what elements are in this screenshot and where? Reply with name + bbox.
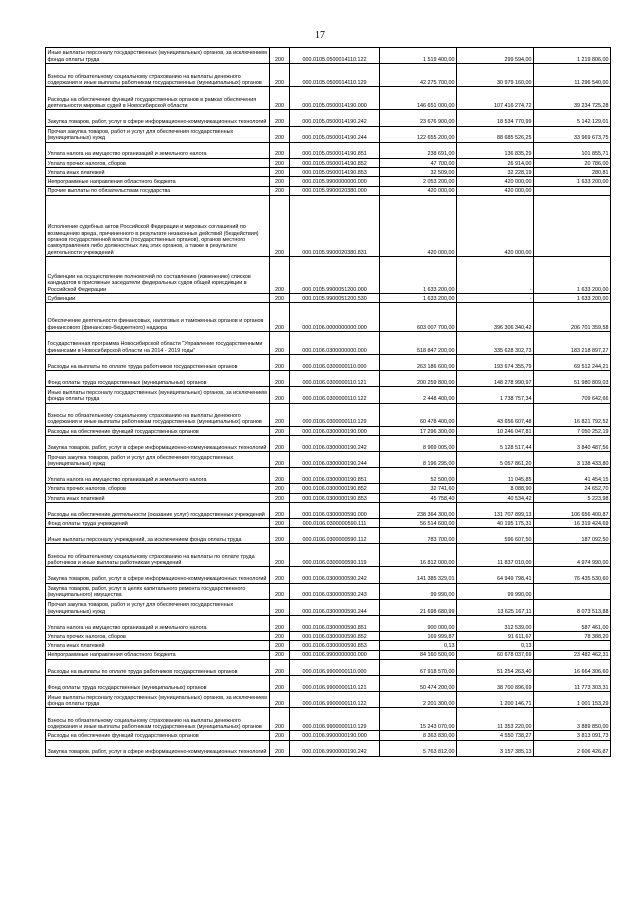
row-line-code-cell: 200 <box>270 142 290 158</box>
row-approved-cell: 21 698 680,99 <box>380 599 457 615</box>
page-number: 17 <box>315 30 325 41</box>
row-approved-cell: 783 700,00 <box>380 528 457 544</box>
row-budget-code-cell: 000.0106.0300000590.119 <box>290 544 380 567</box>
table-row <box>46 387 611 403</box>
row-line-code-cell: 200 <box>270 186 290 195</box>
row-approved-cell: 603 007 700,00 <box>380 303 457 332</box>
table-row <box>46 484 611 493</box>
row-line-code-cell: 200 <box>270 303 290 332</box>
row-unexecuted-cell: 280,81 <box>534 168 611 177</box>
row-approved-cell: 32 509,00 <box>380 168 457 177</box>
table-row <box>46 468 611 484</box>
row-approved-cell: 420 000,00 <box>380 186 457 195</box>
row-budget-code-cell: 000.0105.9900051200.530 <box>290 293 380 302</box>
row-executed-cell: 4 550 738,27 <box>457 731 534 740</box>
table-row <box>46 48 611 64</box>
row-approved-cell: 200 259 800,00 <box>380 371 457 387</box>
table-row <box>46 708 611 731</box>
row-name-cell: Уплата прочих налогов, сборов <box>46 484 270 493</box>
row-unexecuted-cell: 78 388,20 <box>534 632 611 641</box>
row-budget-code-cell: 000.0106.9900000000.000 <box>290 650 380 659</box>
row-budget-code-cell: 000.0106.0300000590.852 <box>290 632 380 641</box>
row-unexecuted-cell: 2 606 426,87 <box>534 740 611 756</box>
row-budget-code-cell: 000.0106.0300000110.121 <box>290 371 380 387</box>
table-row <box>46 303 611 332</box>
row-executed-cell: 335 628 302,73 <box>457 332 534 355</box>
row-budget-code-cell: 000.0106.0300000110.129 <box>290 403 380 426</box>
row-line-code-cell: 200 <box>270 502 290 518</box>
row-line-code-cell: 200 <box>270 675 290 691</box>
row-approved-cell: 900 000,00 <box>380 615 457 631</box>
row-approved-cell: 67 918 570,00 <box>380 659 457 675</box>
table-row <box>46 519 611 528</box>
row-unexecuted-cell <box>534 641 611 650</box>
row-unexecuted-cell: 3 889 850,00 <box>534 708 611 731</box>
row-line-code-cell: 200 <box>270 426 290 435</box>
row-approved-cell: 141 385 329,01 <box>380 567 457 583</box>
row-approved-cell: 0,13 <box>380 641 457 650</box>
row-executed-cell: 1 200 146,71 <box>457 692 534 708</box>
row-executed-cell: 596 607,50 <box>457 528 534 544</box>
table-row <box>46 675 611 691</box>
row-approved-cell: 16 812 000,00 <box>380 544 457 567</box>
row-name-cell: Уплата налога на имущество организаций и земельного налога <box>46 615 270 631</box>
row-budget-code-cell: 000.0105.9900020380.000 <box>290 186 380 195</box>
row-name-cell: Закупка товаров, работ, услуг в сфере информационно-коммуникационных технологий <box>46 435 270 451</box>
row-budget-code-cell: 000.0106.0300000590.244 <box>290 599 380 615</box>
row-unexecuted-cell: 23 482 462,31 <box>534 650 611 659</box>
table-row <box>46 293 611 302</box>
row-line-code-cell: 200 <box>270 731 290 740</box>
row-unexecuted-cell: 20 786,00 <box>534 158 611 167</box>
row-budget-code-cell: 000.0105.0500014190.852 <box>290 158 380 167</box>
row-approved-cell: 5 763 812,00 <box>380 740 457 756</box>
row-executed-cell: - <box>457 293 534 302</box>
row-unexecuted-cell: 11 296 540,00 <box>534 64 611 87</box>
row-budget-code-cell: 000.0106.0300000590.242 <box>290 567 380 583</box>
row-line-code-cell: 200 <box>270 632 290 641</box>
row-budget-code-cell: 000.0105.9900020380.831 <box>290 195 380 256</box>
row-unexecuted-cell: 587 461,00 <box>534 615 611 631</box>
row-executed-cell: 8 088,90 <box>457 484 534 493</box>
row-approved-cell: 52 500,00 <box>380 468 457 484</box>
row-name-cell: Закупка товаров, работ, услуг в сфере информационно-коммуникационных технологий <box>46 110 270 126</box>
row-approved-cell: 45 758,40 <box>380 493 457 502</box>
row-executed-cell: 88 685 526,25 <box>457 126 534 142</box>
table-row <box>46 110 611 126</box>
row-unexecuted-cell: 709 642,66 <box>534 387 611 403</box>
row-approved-cell: 238 364 300,00 <box>380 502 457 518</box>
row-unexecuted-cell: 24 652,70 <box>534 484 611 493</box>
row-budget-code-cell: 000.0106.9900000110.121 <box>290 675 380 691</box>
row-line-code-cell: 200 <box>270 332 290 355</box>
row-name-cell: Расходы на обеспечение функций государственных органов <box>46 426 270 435</box>
row-line-code-cell: 200 <box>270 567 290 583</box>
row-unexecuted-cell <box>534 195 611 256</box>
row-budget-code-cell: 000.0106.0300000590.243 <box>290 583 380 599</box>
row-budget-code-cell: 000.0106.9900000110.129 <box>290 708 380 731</box>
table-row <box>46 332 611 355</box>
row-name-cell: Уплата иных платежей <box>46 493 270 502</box>
row-line-code-cell: 200 <box>270 435 290 451</box>
row-unexecuted-cell: 1 001 153,29 <box>534 692 611 708</box>
row-unexecuted-cell: 206 701 359,58 <box>534 303 611 332</box>
table-row <box>46 435 611 451</box>
row-executed-cell: 131 707 899,13 <box>457 502 534 518</box>
row-unexecuted-cell: 106 656 400,87 <box>534 502 611 518</box>
row-unexecuted-cell: 16 319 424,69 <box>534 519 611 528</box>
row-name-cell: Иные выплаты персоналу государственных (муниципальных) органов, за исключением фонда оплаты труда <box>46 48 270 64</box>
row-line-code-cell: 200 <box>270 468 290 484</box>
row-executed-cell: 32 228,19 <box>457 168 534 177</box>
row-budget-code-cell: 000.0105.9900051200.000 <box>290 256 380 293</box>
row-executed-cell: 148 278 990,97 <box>457 371 534 387</box>
row-line-code-cell: 200 <box>270 195 290 256</box>
row-name-cell: Прочая закупка товаров, работ и услуг для обеспечения государственных (муниципальных) нужд <box>46 126 270 142</box>
row-approved-cell: 60 478 400,00 <box>380 403 457 426</box>
row-unexecuted-cell <box>534 186 611 195</box>
row-name-cell: Расходы на выплаты по оплате труда работников государственных органов <box>46 355 270 371</box>
row-name-cell: Прочая закупка товаров, работ и услуг для обеспечения государственных (муниципальных) нужд <box>46 599 270 615</box>
row-approved-cell: 99 990,00 <box>380 583 457 599</box>
row-approved-cell: 47 700,00 <box>380 158 457 167</box>
row-approved-cell: 146 651 000,00 <box>380 87 457 110</box>
row-budget-code-cell: 000.0106.9900000110.000 <box>290 659 380 675</box>
row-budget-code-cell: 000.0106.0300000000.000 <box>290 332 380 355</box>
row-executed-cell: 420 000,00 <box>457 195 534 256</box>
row-executed-cell: 3 157 385,13 <box>457 740 534 756</box>
row-budget-code-cell: 000.0106.9900000110.122 <box>290 692 380 708</box>
row-approved-cell: 56 514 600,00 <box>380 519 457 528</box>
table-row <box>46 87 611 110</box>
row-line-code-cell: 200 <box>270 452 290 468</box>
row-name-cell: Иные выплаты персоналу государственных (муниципальных) органов, за исключением фонда оплаты труда <box>46 692 270 708</box>
row-executed-cell: 312 539,00 <box>457 615 534 631</box>
table-row <box>46 158 611 167</box>
row-approved-cell: 84 160 500,00 <box>380 650 457 659</box>
row-approved-cell: 2 448 400,00 <box>380 387 457 403</box>
row-line-code-cell: 200 <box>270 528 290 544</box>
row-line-code-cell: 200 <box>270 544 290 567</box>
row-name-cell: Закупка товаров, работ, услуг в сфере информационно-коммуникационных технологий <box>46 567 270 583</box>
row-unexecuted-cell: 3 813 091,73 <box>534 731 611 740</box>
row-budget-code-cell: 000.0106.0300000110.000 <box>290 355 380 371</box>
row-line-code-cell: 200 <box>270 659 290 675</box>
table-row <box>46 186 611 195</box>
row-name-cell: Фонд оплаты труда государственных (муниципальных) органов <box>46 675 270 691</box>
row-line-code-cell: 200 <box>270 293 290 302</box>
table-row <box>46 195 611 256</box>
row-name-cell: Закупка товаров, работ, услуг в целях капитального ремонта государственного (муниципального) имущества <box>46 583 270 599</box>
row-budget-code-cell: 000.0105.0500014110.129 <box>290 64 380 87</box>
row-line-code-cell: 200 <box>270 371 290 387</box>
row-name-cell: Исполнение судебных актов Российской Федерации и мировых соглашений по возмещению вреда, причиненного в результате незаконных действий (бездействия) органов государственной власти (государственных органов), органов местного самоуправления либо должностных лиц этих органов, а также в результате деятельности учреждений <box>46 195 270 256</box>
row-line-code-cell: 200 <box>270 126 290 142</box>
row-unexecuted-cell: 5 223,98 <box>534 493 611 502</box>
row-approved-cell: 263 186 600,00 <box>380 355 457 371</box>
table-row <box>46 659 611 675</box>
row-line-code-cell: 200 <box>270 583 290 599</box>
row-name-cell: Расходы на выплаты по оплате труда работников государственных органов <box>46 659 270 675</box>
row-name-cell: Расходы на обеспечение функций государственных органов в рамках обеспечения деятельности мировых судей в Новосибирской области <box>46 87 270 110</box>
row-approved-cell: 50 474 200,00 <box>380 675 457 691</box>
row-executed-cell: 11 353 220,00 <box>457 708 534 731</box>
table-row <box>46 544 611 567</box>
row-executed-cell: 136 835,29 <box>457 142 534 158</box>
row-name-cell: Расходы на обеспечение деятельности (оказание услуг) государственных учреждений <box>46 502 270 518</box>
row-unexecuted-cell <box>534 583 611 599</box>
row-name-cell: Уплата иных платежей <box>46 168 270 177</box>
row-executed-cell: 91 611,67 <box>457 632 534 641</box>
row-executed-cell: 99 990,00 <box>457 583 534 599</box>
row-budget-code-cell: 000.0105.0500014190.000 <box>290 87 380 110</box>
row-unexecuted-cell: 187 092,50 <box>534 528 611 544</box>
row-budget-code-cell: 000.0106.9900000190.000 <box>290 731 380 740</box>
row-name-cell: Субвенции на осуществление полномочий по составлению (изменению) списков кандидатов в присяжные заседатели федеральных судов общей юрисдикции в Российской Федерации <box>46 256 270 293</box>
row-executed-cell: 420 000,00 <box>457 186 534 195</box>
row-executed-cell: 11 837 010,00 <box>457 544 534 567</box>
row-unexecuted-cell: 183 218 897,27 <box>534 332 611 355</box>
row-unexecuted-cell: 1 633 200,00 <box>534 256 611 293</box>
row-budget-code-cell: 000.0106.0300000590.853 <box>290 641 380 650</box>
table-row <box>46 426 611 435</box>
row-unexecuted-cell: 33 969 673,75 <box>534 126 611 142</box>
row-executed-cell: 5 128 517,44 <box>457 435 534 451</box>
row-budget-code-cell: 000.0105.9900000000.000 <box>290 177 380 186</box>
row-budget-code-cell: 000.0106.0300000190.853 <box>290 493 380 502</box>
budget-execution-table <box>45 47 611 757</box>
row-unexecuted-cell: 1 633 200,00 <box>534 293 611 302</box>
row-name-cell: Взносы по обязательному социальному страхованию на выплаты денежного содержания и иные выплаты работникам государственных (муниципальных) органов <box>46 708 270 731</box>
row-unexecuted-cell: 8 073 513,88 <box>534 599 611 615</box>
row-executed-cell: 51 254 263,40 <box>457 659 534 675</box>
row-executed-cell: 396 306 340,42 <box>457 303 534 332</box>
table-row <box>46 740 611 756</box>
row-name-cell: Фонд оплаты труда учреждений <box>46 519 270 528</box>
row-line-code-cell: 200 <box>270 158 290 167</box>
row-budget-code-cell: 000.0105.0500014190.242 <box>290 110 380 126</box>
table-row <box>46 256 611 293</box>
table-row <box>46 731 611 740</box>
row-line-code-cell: 200 <box>270 177 290 186</box>
row-unexecuted-cell: 39 234 725,28 <box>534 87 611 110</box>
row-executed-cell: 60 678 037,69 <box>457 650 534 659</box>
table-row <box>46 177 611 186</box>
table-row <box>46 126 611 142</box>
table-row <box>46 168 611 177</box>
row-name-cell: Государственная программа Новосибирской области "Управление государственными финансами в Новосибирской области на 2014 - 2019 годы" <box>46 332 270 355</box>
row-unexecuted-cell: 1 633 200,00 <box>534 177 611 186</box>
table-row <box>46 583 611 599</box>
row-line-code-cell: 200 <box>270 484 290 493</box>
row-name-cell: Субвенции <box>46 293 270 302</box>
table-row <box>46 355 611 371</box>
row-line-code-cell: 200 <box>270 110 290 126</box>
table-row <box>46 64 611 87</box>
row-line-code-cell: 200 <box>270 599 290 615</box>
row-executed-cell: 299 594,00 <box>457 48 534 64</box>
row-executed-cell: 13 625 167,11 <box>457 599 534 615</box>
row-budget-code-cell: 000.0105.0500014190.853 <box>290 168 380 177</box>
row-unexecuted-cell: 11 773 303,31 <box>534 675 611 691</box>
row-approved-cell: 17 296 300,00 <box>380 426 457 435</box>
row-budget-code-cell: 000.0106.9900000190.242 <box>290 740 380 756</box>
row-executed-cell: 10 246 047,81 <box>457 426 534 435</box>
row-budget-code-cell: 000.0105.0500014110.122 <box>290 48 380 64</box>
row-approved-cell: 518 847 200,00 <box>380 332 457 355</box>
row-line-code-cell: 200 <box>270 48 290 64</box>
table-row <box>46 632 611 641</box>
row-unexecuted-cell: 69 512 244,21 <box>534 355 611 371</box>
row-executed-cell: 43 656 607,48 <box>457 403 534 426</box>
row-name-cell: Уплата прочих налогов, сборов <box>46 632 270 641</box>
table-row <box>46 615 611 631</box>
row-executed-cell: 64 949 798,41 <box>457 567 534 583</box>
row-line-code-cell: 200 <box>270 87 290 110</box>
row-unexecuted-cell: 76 435 530,60 <box>534 567 611 583</box>
row-unexecuted-cell: 4 974 990,00 <box>534 544 611 567</box>
table-row <box>46 403 611 426</box>
row-unexecuted-cell: 16 664 306,60 <box>534 659 611 675</box>
table-row <box>46 493 611 502</box>
row-executed-cell: 420 000,00 <box>457 177 534 186</box>
row-approved-cell: 122 655 200,00 <box>380 126 457 142</box>
row-unexecuted-cell: 41 454,15 <box>534 468 611 484</box>
row-line-code-cell: 200 <box>270 615 290 631</box>
row-budget-code-cell: 000.0105.0500014190.851 <box>290 142 380 158</box>
table-row <box>46 641 611 650</box>
row-name-cell: Уплата налога на имущество организаций и земельного налога <box>46 142 270 158</box>
row-budget-code-cell: 000.0105.0500014190.244 <box>290 126 380 142</box>
row-executed-cell: 1 738 757,34 <box>457 387 534 403</box>
row-approved-cell: 169 999,87 <box>380 632 457 641</box>
row-line-code-cell: 200 <box>270 519 290 528</box>
row-executed-cell: 107 416 274,72 <box>457 87 534 110</box>
row-approved-cell: 42 275 700,00 <box>380 64 457 87</box>
row-name-cell: Обеспечение деятельности финансовых, налоговых и таможенных органов и органов финансового (финансово-бюджетного) надзора <box>46 303 270 332</box>
row-executed-cell: 26 914,00 <box>457 158 534 167</box>
row-budget-code-cell: 000.0106.0300000590.000 <box>290 502 380 518</box>
row-approved-cell: 1 633 200,00 <box>380 256 457 293</box>
row-approved-cell: 8 969 005,00 <box>380 435 457 451</box>
row-name-cell: Взносы по обязательному социальному страхованию на выплаты денежного содержания и иные выплаты работникам государственных (муниципальных) органов <box>46 64 270 87</box>
row-budget-code-cell: 000.0106.0300000590.112 <box>290 528 380 544</box>
row-executed-cell: 5 057 861,20 <box>457 452 534 468</box>
row-name-cell: Уплата иных платежей <box>46 641 270 650</box>
row-name-cell: Уплата налога на имущество организаций и земельного налога <box>46 468 270 484</box>
table-row <box>46 528 611 544</box>
row-name-cell: Взносы по обязательному социальному страхованию на выплаты денежного содержания и иные выплаты работникам государственных (муниципальных) органов <box>46 403 270 426</box>
row-budget-code-cell: 000.0106.0300000190.242 <box>290 435 380 451</box>
row-approved-cell: 23 676 900,00 <box>380 110 457 126</box>
table-row <box>46 371 611 387</box>
row-name-cell: Непрограммные направления областного бюджета <box>46 177 270 186</box>
row-unexecuted-cell: 3 840 487,56 <box>534 435 611 451</box>
row-unexecuted-cell: 51 980 809,03 <box>534 371 611 387</box>
row-approved-cell: 420 000,00 <box>380 195 457 256</box>
row-line-code-cell: 200 <box>270 692 290 708</box>
row-approved-cell: 15 243 070,00 <box>380 708 457 731</box>
row-executed-cell: 193 674 355,79 <box>457 355 534 371</box>
row-line-code-cell: 200 <box>270 740 290 756</box>
row-name-cell: Прочие выплаты по обязательствам государства <box>46 186 270 195</box>
row-line-code-cell: 200 <box>270 650 290 659</box>
row-line-code-cell: 200 <box>270 355 290 371</box>
table-row <box>46 452 611 468</box>
row-executed-cell: - <box>457 256 534 293</box>
table-row <box>46 142 611 158</box>
row-unexecuted-cell: 1 219 806,00 <box>534 48 611 64</box>
row-budget-code-cell: 000.0106.0300000190.244 <box>290 452 380 468</box>
row-name-cell: Закупка товаров, работ, услуг в сфере информационно-коммуникационных технологий <box>46 740 270 756</box>
row-approved-cell: 8 363 830,00 <box>380 731 457 740</box>
row-line-code-cell: 200 <box>270 387 290 403</box>
row-name-cell: Уплата прочих налогов, сборов <box>46 158 270 167</box>
row-budget-code-cell: 000.0106.0300000110.122 <box>290 387 380 403</box>
row-executed-cell: 0,13 <box>457 641 534 650</box>
row-line-code-cell: 200 <box>270 493 290 502</box>
row-budget-code-cell: 000.0106.0300000590.851 <box>290 615 380 631</box>
row-approved-cell: 2 201 300,00 <box>380 692 457 708</box>
row-unexecuted-cell: 5 142 129,01 <box>534 110 611 126</box>
row-approved-cell: 1 633 200,00 <box>380 293 457 302</box>
row-name-cell: Непрограммные направления областного бюджета <box>46 650 270 659</box>
row-approved-cell: 2 053 200,00 <box>380 177 457 186</box>
row-name-cell: Иные выплаты персоналу государственных (муниципальных) органов, за исключением фонда оплаты труда <box>46 387 270 403</box>
row-name-cell: Прочая закупка товаров, работ и услуг для обеспечения государственных (муниципальных) нужд <box>46 452 270 468</box>
row-executed-cell: 38 700 896,69 <box>457 675 534 691</box>
row-line-code-cell: 200 <box>270 708 290 731</box>
row-approved-cell: 238 691,00 <box>380 142 457 158</box>
table-row <box>46 692 611 708</box>
row-unexecuted-cell: 7 050 252,19 <box>534 426 611 435</box>
row-unexecuted-cell: 101 855,71 <box>534 142 611 158</box>
row-budget-code-cell: 000.0106.0300000590.111 <box>290 519 380 528</box>
row-line-code-cell: 200 <box>270 64 290 87</box>
row-executed-cell: 40 534,42 <box>457 493 534 502</box>
row-line-code-cell: 200 <box>270 168 290 177</box>
row-executed-cell: 18 534 770,99 <box>457 110 534 126</box>
table-row <box>46 567 611 583</box>
row-unexecuted-cell: 16 821 792,52 <box>534 403 611 426</box>
table-row <box>46 502 611 518</box>
row-approved-cell: 32 741,60 <box>380 484 457 493</box>
row-executed-cell: 11 045,85 <box>457 468 534 484</box>
row-name-cell: Взносы по обязательному социальному страхованию на выплаты по оплате труда работников и иные выплаты работникам учреждений <box>46 544 270 567</box>
row-approved-cell: 8 196 295,00 <box>380 452 457 468</box>
row-approved-cell: 1 519 400,00 <box>380 48 457 64</box>
row-name-cell: Фонд оплаты труда государственных (муниципальных) органов <box>46 371 270 387</box>
row-budget-code-cell: 000.0106.0300000190.852 <box>290 484 380 493</box>
row-name-cell: Иные выплаты персоналу учреждений, за исключением фонда оплаты труда <box>46 528 270 544</box>
row-budget-code-cell: 000.0106.0300000190.851 <box>290 468 380 484</box>
row-line-code-cell: 200 <box>270 256 290 293</box>
row-executed-cell: 30 979 160,00 <box>457 64 534 87</box>
row-line-code-cell: 200 <box>270 403 290 426</box>
row-budget-code-cell: 000.0106.0300000190.000 <box>290 426 380 435</box>
table-row <box>46 650 611 659</box>
row-executed-cell: 40 195 175,31 <box>457 519 534 528</box>
table-row <box>46 599 611 615</box>
row-name-cell: Расходы на обеспечение функций государственных органов <box>46 731 270 740</box>
row-line-code-cell: 200 <box>270 641 290 650</box>
row-budget-code-cell: 000.0106.0000000000.000 <box>290 303 380 332</box>
row-unexecuted-cell: 3 138 433,80 <box>534 452 611 468</box>
